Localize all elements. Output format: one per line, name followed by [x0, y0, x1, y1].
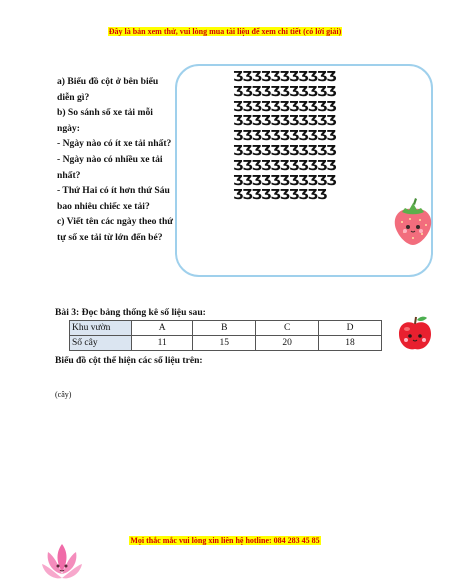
glyph-row: ӠӠӠӠӠӠӠӠӠӠ [233, 187, 327, 204]
apple-icon [396, 314, 434, 352]
glyph-row: ӠӠӠӠӠӠӠӠӠӠӠ [233, 157, 336, 174]
strawberry-icon [390, 196, 436, 246]
glyph-row: ӠӠӠӠӠӠӠӠӠӠӠ [233, 69, 336, 85]
question-b: b) So sánh số xe tải mỗi ngày: [57, 107, 153, 134]
table-cell: B [193, 321, 256, 336]
top-preview-banner [0, 27, 450, 36]
orchard-table [69, 320, 382, 351]
top-banner-text: Đây là bản xem thử, vui lòng mua tài liệu để xem chi tiết (có lời giải) [108, 27, 342, 36]
table-cell: A [132, 321, 193, 336]
glyph-row: ӠӠӠӠӠӠӠӠӠӠӠ [233, 142, 336, 159]
exercise-3-title: Bài 3: Đọc bảng thống kê số liệu sau: [55, 307, 206, 318]
question-b-most: - Ngày nào có nhiều xe tải nhất? [57, 153, 163, 181]
chart-glyph-grid [233, 70, 351, 203]
table-cell: 20 [256, 336, 319, 351]
glyph-row: ӠӠӠӠӠӠӠӠӠӠӠ [233, 83, 336, 100]
table-cell: D [319, 321, 382, 336]
table-cell: 18 [319, 336, 382, 351]
glyph-row: ӠӠӠӠӠӠӠӠӠӠӠ [233, 113, 336, 130]
glyph-row: ӠӠӠӠӠӠӠӠӠӠӠ [233, 172, 336, 189]
table-cell: Số cây [70, 336, 132, 351]
glyph-row: ӠӠӠӠӠӠӠӠӠӠӠ [233, 128, 336, 145]
table-row [70, 321, 382, 336]
question-c: c) Viết tên các ngày theo thứ tự số xe tải từ lớn đến bé? [57, 216, 174, 243]
bottom-banner-text: Mọi thắc mắc vui lòng xin liên hệ hotline: 084 283 45 85 [130, 536, 320, 545]
table-cell: 11 [132, 336, 193, 351]
question-b-least: - Ngày nào có ít xe tải nhất? [57, 138, 172, 150]
table-cell: Khu vườn [70, 321, 132, 336]
question-b-difference: - Thứ Hai có ít hơn thứ Sáu bao nhiêu chiếc xe tải? [57, 185, 170, 212]
y-axis-unit-label: (cây) [55, 390, 72, 399]
question-list [57, 74, 175, 246]
table-cell: C [256, 321, 319, 336]
lotus-icon [40, 540, 84, 582]
table-row [70, 336, 382, 351]
glyph-row: ӠӠӠӠӠӠӠӠӠӠӠ [233, 98, 336, 115]
question-a: a) Biểu đồ cột ở bên biểu diễn gì? [57, 76, 159, 103]
table-cell: 15 [193, 336, 256, 351]
chart-caption: Biểu đồ cột thể hiện các số liệu trên: [55, 355, 203, 366]
